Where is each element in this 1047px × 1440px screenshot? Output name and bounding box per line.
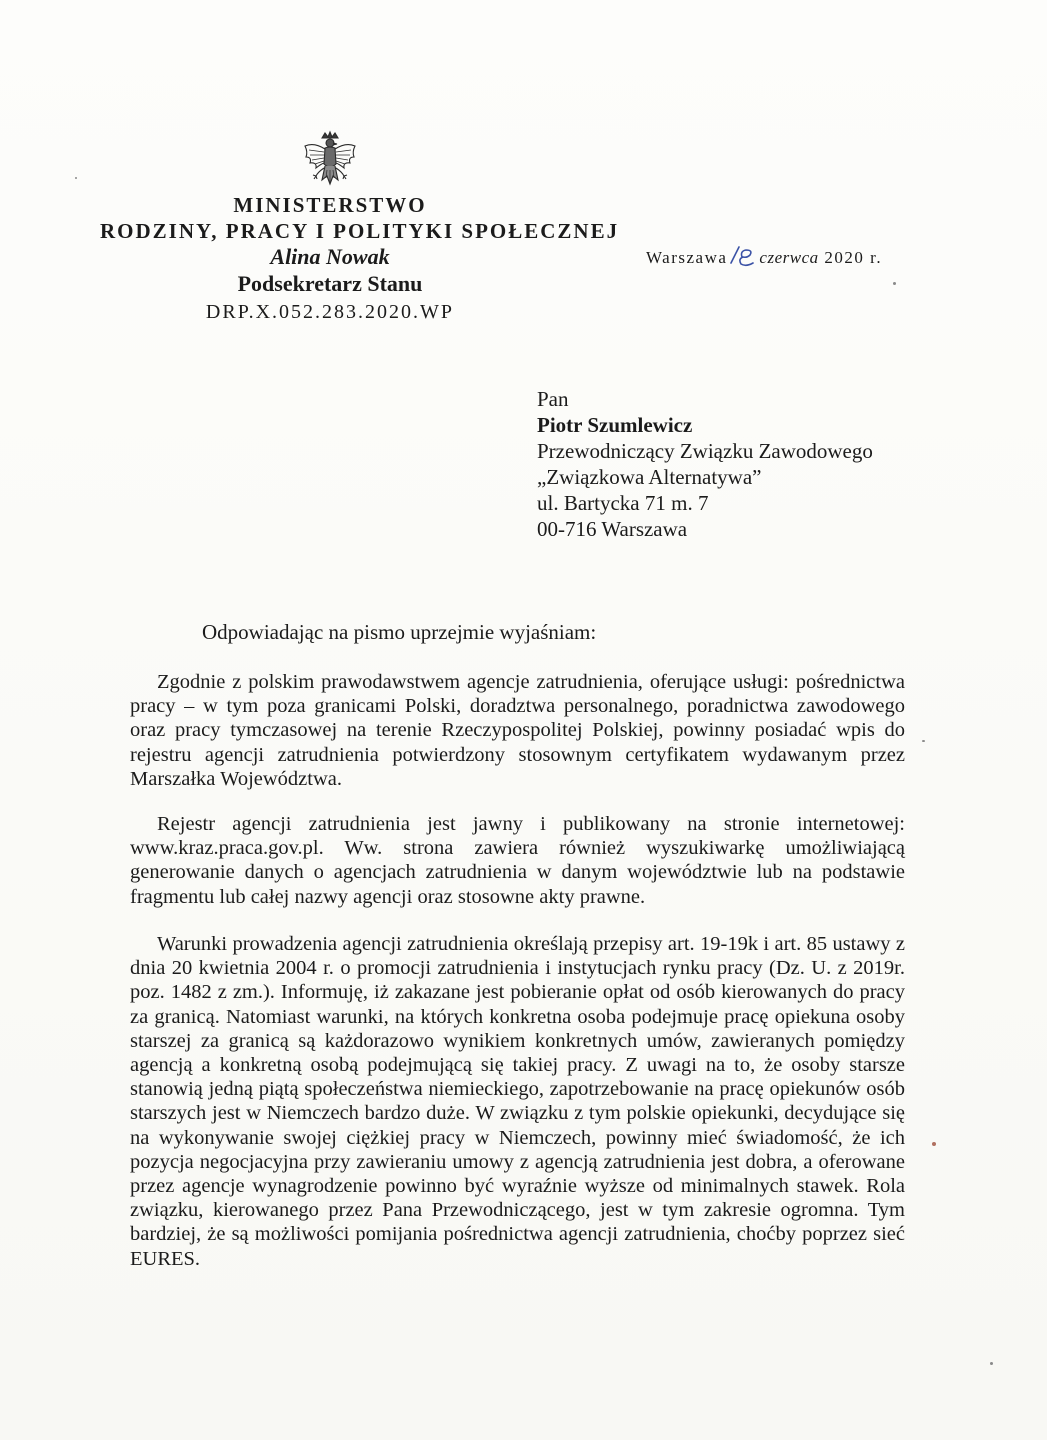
polish-eagle-emblem-icon	[300, 130, 360, 192]
recipient-salutation: Pan	[537, 387, 569, 411]
recipient-role: Przewodniczący Związku Zawodowego	[537, 439, 873, 463]
scan-speck	[922, 740, 925, 742]
official-title: Podsekretarz Stanu	[237, 271, 423, 296]
scan-speck	[990, 1362, 993, 1365]
recipient-name: Piotr Szumlewicz	[537, 413, 693, 437]
body-paragraph-1: Zgodnie z polskim prawodawstwem agencje zatrudnienia, oferujące usługi: pośrednictwa pracy – w tym poza granicami Polski, doradztwa personalnego, poradnictwa zawodowego oraz pracy tymczasowej na terenie Rzeczypospolitej Polskiej, powinny posiadać wpis do rejestru agencji zatrudnienia potwierdzony stosownym certyfikatem wydawanym przez Marszałka Województwa.	[130, 671, 905, 790]
recipient-city: 00-716 Warszawa	[537, 517, 688, 541]
handwritten-day	[728, 243, 758, 269]
ministry-name-line1: MINISTERSTWO	[233, 193, 427, 217]
scan-speck	[75, 177, 77, 179]
body-paragraph-2: Rejestr agencji zatrudnienia jest jawny i publikowany na stronie internetowej: www.kraz.praca.gov.pl. Ww. strona zawiera również wyszukiwarkę umożliwiającą generowanie danych o agencjach zatrudnienia w danym województwie lub na podstawie fragmentu lub całej nazwy agencji oraz stosowne akty prawne.	[130, 813, 905, 908]
ministry-header	[100, 192, 620, 326]
ministry-name-line2: RODZINY, PRACY I POLITYKI SPOŁECZNEJ	[100, 219, 620, 243]
body-paragraph-3: Warunki prowadzenia agencji zatrudnienia określają przepisy art. 19-19k i art. 85 ustawy z dnia 20 kwietnia 2004 r. o promocji zatrudnienia i instytucjach rynku pracy (Dz. U. z 2019r. poz. 1482 z zm.). Informuję, iż zakazane jest pobieranie opłat od osób kierowanych do pracy za granicą. Natomiast warunki, na których konkretna osoba podejmuje pracę opiekuna osoby starszej za granicą są każdorazowo wynikiem konkretnych umów, zawieranych pomiędzy agencją a konkretną osobą podejmującą się takiej pracy. Z uwagi na to, że osoby starsze stanowią jedną piątą społeczeństwa niemieckiego, zapotrzebowanie na pracę opiekunów osób starszych jest w Niemczech bardzo duże. W związku z tym polskie opiekunki, decydujące się na wykonywanie swojej ciężkiej pracy w Niemczech, powinny mieć świadomość, że ich pozycja negocjacyjna przy zawieraniu umowy z agencją zatrudnienia jest dobra, a oferowane przez agencje wynagrodzenie powinno być wyraźnie wyższe od minimalnych stawek. Rola związku, kierowanego przez Pana Przewodniczącego, jest w tym zakresie ogromna. Tym bardziej, że są możliwości pomijania pośrednictwa agencji zatrudnienia, choćby poprzez sieć EURES.	[130, 933, 905, 1270]
date-city: Warszawa	[646, 248, 728, 267]
reference-number: DRP.X.052.283.2020.WP	[205, 301, 455, 323]
letter-intro: Odpowiadając na pismo uprzejmie wyjaśniam:	[202, 620, 597, 644]
scan-speck	[893, 282, 896, 285]
recipient-address	[537, 386, 873, 542]
date-month: czerwca	[759, 248, 819, 267]
date-year: 2020 r.	[824, 248, 883, 267]
handwritten-day-icon	[728, 243, 758, 269]
recipient-street: ul. Bartycka 71 m. 7	[537, 491, 709, 515]
letter-date	[646, 243, 882, 269]
recipient-organization: „Związkowa Alternatywa”	[537, 465, 762, 489]
scan-speck	[932, 1142, 936, 1146]
official-name: Alina Nowak	[270, 244, 390, 269]
